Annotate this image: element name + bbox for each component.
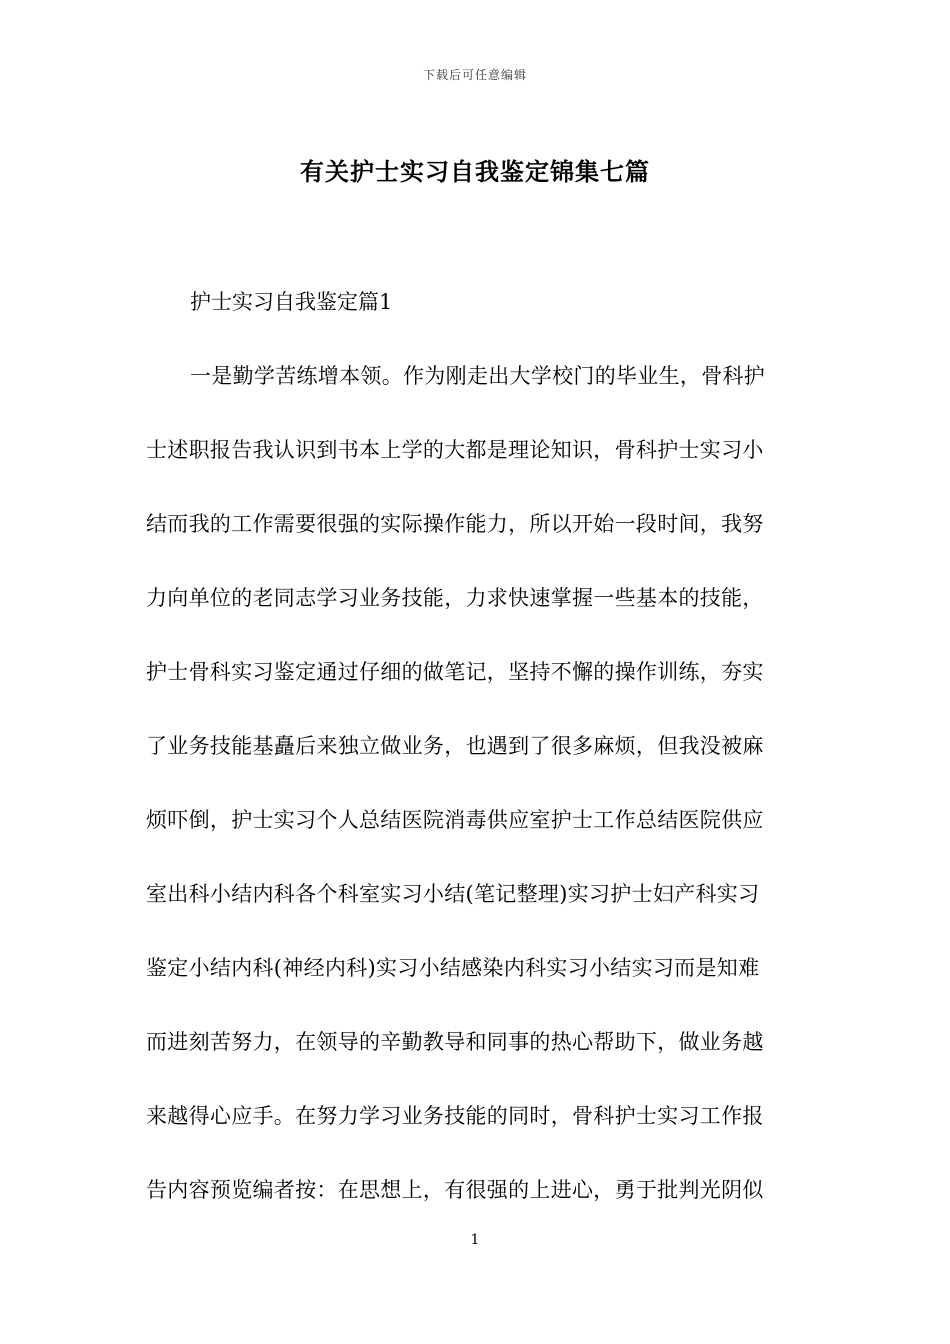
page-number: 1 <box>470 1232 480 1248</box>
body-line: 护士骨科实习鉴定通过仔细的做笔记，坚持不懈的操作训练，夯实 <box>146 660 764 684</box>
body-line: 室出科小结内科各个科室实习小结(笔记整理)实习护士妇产科实习 <box>146 882 760 906</box>
body-line: 士述职报告我认识到书本上学的大都是理论知识，骨科护士实习小 <box>146 438 764 462</box>
body-line: 力向单位的老同志学习业务技能，力求快速掌握一些基本的技能， <box>146 586 764 610</box>
body-line: 而进刻苦努力，在领导的辛勤教导和同事的热心帮助下，做业务越 <box>146 1030 764 1054</box>
body-line: 了业务技能基矗后来独立做业务，也遇到了很多麻烦，但我没被麻 <box>146 734 764 758</box>
body-line: 鉴定小结内科(神经内科)实习小结感染内科实习小结实习而是知难 <box>146 956 760 980</box>
document-title: 有关护士实习自我鉴定锦集七篇 <box>300 157 650 186</box>
body-line: 烦吓倒，护士实习个人总结医院消毒供应室护士工作总结医院供应 <box>146 808 764 832</box>
body-line: 告内容预览编者按：在思想上，有很强的上进心，勇于批判光阴似 <box>146 1178 764 1202</box>
body-line: 结而我的工作需要很强的实际操作能力，所以开始一段时间，我努 <box>146 512 764 536</box>
body-line: 一是勤学苦练增本领。作为刚走出大学校门的毕业生，骨科护 <box>190 364 766 388</box>
header-note: 下载后可任意编辑 <box>422 68 527 82</box>
body-paragraph <box>146 356 806 1244</box>
section-heading: 护士实习自我鉴定篇1 <box>190 290 393 314</box>
body-line: 来越得心应手。在努力学习业务技能的同时，骨科护士实习工作报 <box>146 1104 764 1128</box>
